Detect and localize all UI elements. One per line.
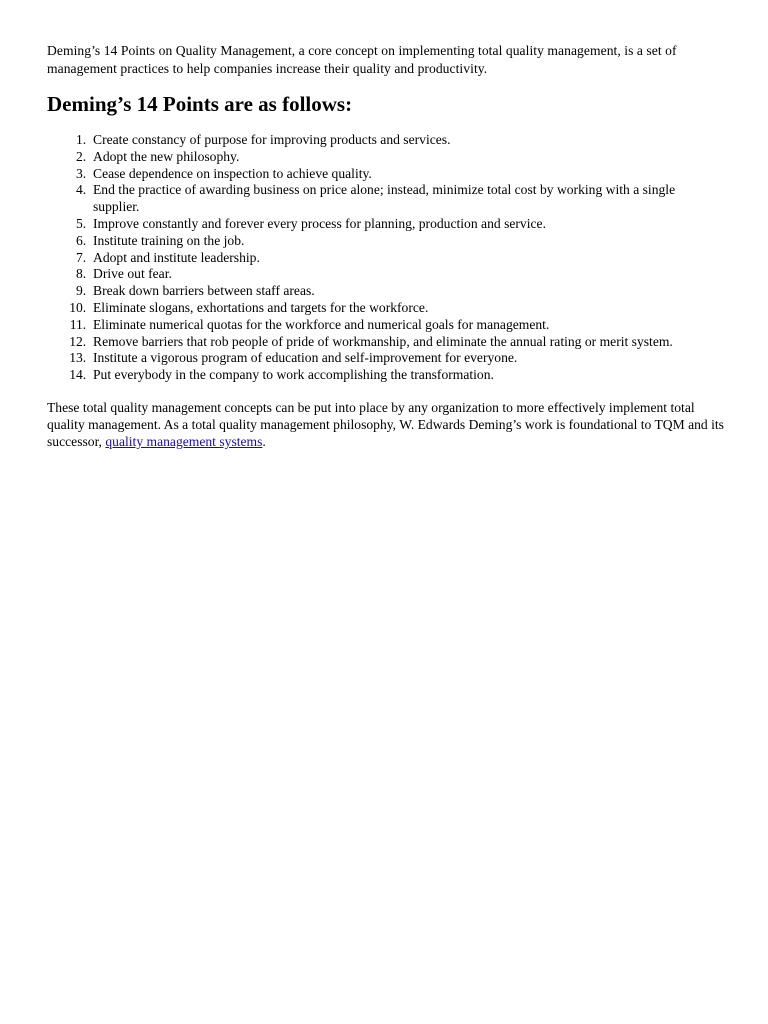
list-item	[47, 266, 727, 283]
section-heading: Deming’s 14 Points are as follows:	[47, 92, 353, 116]
list-item-text: Institute a vigorous program of education and self-improvement for everyone.	[93, 350, 518, 366]
list-item-number: 7.	[76, 249, 93, 265]
list-item-number: 2.	[76, 148, 93, 164]
list-item	[47, 250, 727, 267]
list-item-text: Create constancy of purpose for improving products and services.	[93, 132, 451, 147]
list-item-text: Break down barriers between staff areas.	[93, 283, 315, 299]
list-item-text: Eliminate numerical quotas for the workforce and numerical goals for management.	[93, 316, 550, 332]
list-item-text: Put everybody in the company to work accomplishing the transformation.	[93, 367, 494, 383]
list-item-text: Remove barriers that rob people of pride of workmanship, and eliminate the annual rating or merit system.	[93, 333, 673, 349]
list-item-number: 3.	[76, 165, 93, 181]
list-item-number: 1.	[76, 132, 93, 147]
list-item	[47, 233, 727, 250]
list-item	[47, 367, 727, 384]
closing-end: .	[262, 433, 266, 449]
list-item	[47, 182, 727, 216]
list-item	[47, 350, 727, 367]
list-item	[47, 300, 727, 317]
list-item-text: Eliminate slogans, exhortations and targets for the workforce.	[93, 299, 429, 315]
list-item-text: End the practice of awarding business on price alone; instead, minimize total cost by working with a single supplier.	[93, 182, 676, 215]
list-item-text: Institute training on the job.	[93, 232, 245, 248]
intro-paragraph: Deming’s 14 Points on Quality Management, a core concept on implementing total quality management, is a set of management practices to help companies increase their quality and productivity.	[47, 43, 677, 76]
closing-text: These total quality management concepts can be put into place by any organization to more effectively implement total quality management. As a total quality management philosophy, W. Edwards Deming’s work is foundational to TQM and its successor,	[47, 399, 724, 449]
list-item	[47, 283, 727, 300]
list-item-number: 9.	[76, 283, 93, 299]
document-page	[47, 42, 727, 450]
list-item-number: 4.	[76, 182, 93, 198]
list-item-number: 10.	[69, 299, 93, 315]
list-item	[47, 166, 727, 183]
list-item	[47, 132, 727, 149]
list-item-text: Cease dependence on inspection to achieve quality.	[93, 165, 372, 181]
quality-management-systems-link[interactable]: quality management systems	[105, 433, 263, 449]
list-item-text: Drive out fear.	[93, 266, 172, 282]
list-item-number: 5.	[76, 215, 93, 231]
list-item	[47, 334, 727, 351]
list-item-number: 13.	[69, 350, 93, 366]
list-item-number: 14.	[69, 367, 93, 383]
points-list	[47, 132, 727, 384]
list-item-number: 6.	[76, 232, 93, 248]
list-item-number: 11.	[69, 316, 93, 332]
list-item-number: 12.	[69, 333, 93, 349]
list-item-text: Adopt the new philosophy.	[93, 148, 240, 164]
list-item	[47, 149, 727, 166]
list-item-number: 8.	[76, 266, 93, 282]
list-item	[47, 216, 727, 233]
closing-paragraph	[47, 399, 727, 450]
list-item	[47, 317, 727, 334]
list-item-text: Adopt and institute leadership.	[93, 249, 260, 265]
list-item-text: Improve constantly and forever every process for planning, production and service.	[93, 215, 546, 231]
